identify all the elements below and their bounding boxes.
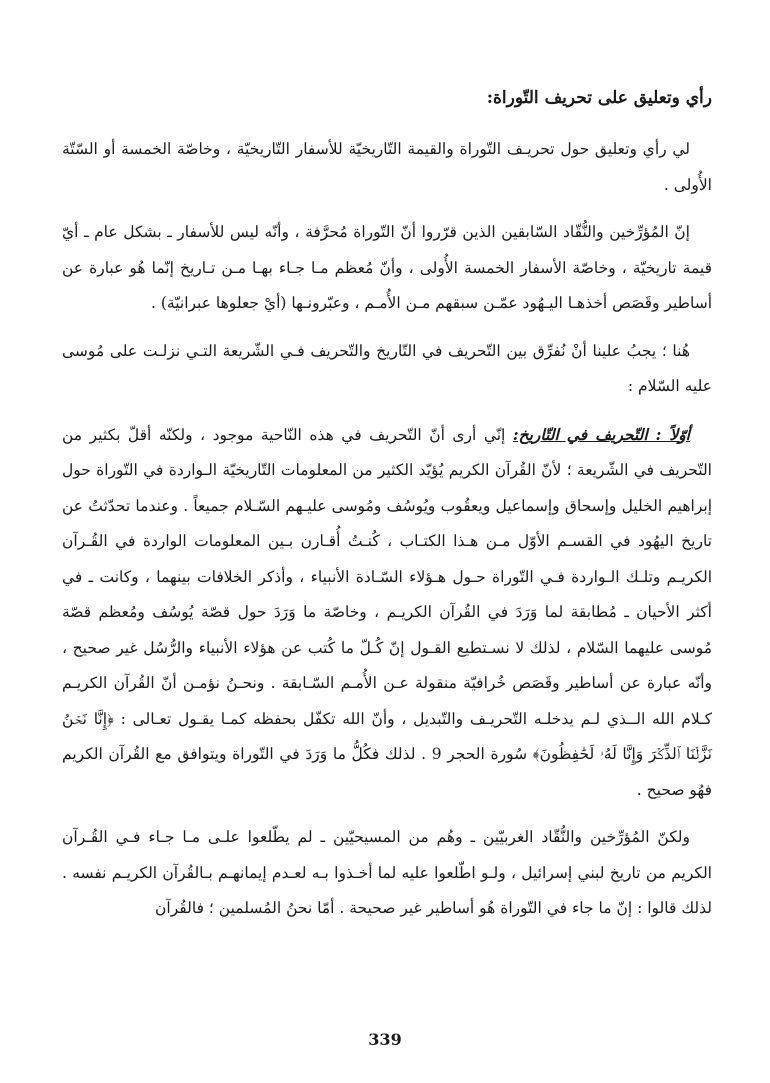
paragraph-4-body: إنّي أرى أنّ التّحريف في هذه النّاحية موجود ، ولكنّه أقلّ بكثير من التّحريف في الشّريعة ؛ لأنّ القُرآن الكريم يُؤيّد الكثير من المعلومات التّاريخيّة الـواردة في التّوراة حول إبراهيم الخليل وإسحاق وإسماعيل ويعقُوب ويُوسُف ومُوسى عليـهم السّـلام جميعاً . وعندما تحدّثتُ عن تاريخ اليهُود في القسـم الأوّل مـن هـذا الكتـاب ، كُنـتُ أُقـارن بـين المعلومات الواردة في القُـرآن الكريـم وتلـك الـواردة فـي التّوراة حـول هـؤلاء السّـادة الأنبياء ، وأذكر الخلافات بينهما ، وكانت ـ في أكثر الأحيان ـ مُطابقة لما وَرَدَ في القُرآن الكريـم ، وخاصّة ما وَرَدَ حول قصّة يُوسُف ومُعظم قصّة مُوسى عليهما السّلام ، لذلك لا نسـتطيع القـول إنّ كُـلّ ما كُتب عن هؤلاء الأنبياء والرُّسُل غير صحيح ، وأنّه عبارة عن أساطير وقَصَص خُرافيّة منقولة عـن الأُمـم السّـابقة . ونحـنُ نؤمـن أنّ القُرآن الكريـم كـلام الله الــذي لـم يدخلـه التّحريـف والتّبديل ، وأنّ الله تكفّل بحفظه كمـا يقـول تعـالى : ﴿إِنَّا نَحۡنُ نَزَّلۡنَا ٱلذِّكۡرَ وَإِنَّا لَهُۥ لَحَٰفِظُونَ﴾ سُورة الحجر 9 . لذلك فكُلُّ ما وَرَدَ في التّوراة ويتوافق مع القُرآن الكريم فهُو صحيح . bbox=[62, 425, 712, 799]
page-number: 339 bbox=[368, 1030, 402, 1049]
paragraph-2: إنّ المُؤرِّخين والنُّقّاد السّابقين الذين قرّروا أنّ التّوراة مُحرَّفة ، وأنّه ليس للأسفار ـ بشكل عام ـ أيّ قيمة تاريخيّة ، وخاصّة الأسفار الخمسة الأُولى ، وأنّ مُعظم مـا جـاء بهـا مـن تـاريخ إنّما هُو عبارة عن أساطير وقَصَص أخذهـا اليـهُود عمّـن سبقهم مـن الأُمـم ، وعبّرونـها (أيْ جعلوها عبرانيّة) . bbox=[62, 223, 712, 312]
paragraph-3: هُنا ؛ يجبُ علينا أنْ نُفرِّق بين التّحريف في التّاريخ والتّحريف فـي الشّريعة التـي نزلـت على مُوسى عليه السّلام : bbox=[62, 341, 712, 395]
paragraph-5: ولكنّ المُؤرِّخين والنُّقّاد الغربيّين ـ وهُم من المسيحيّين ـ لم يطّلعوا علـى مـا جـاء فـي القُـرآن الكريم من تاريخ لبني إسرائيل ، ولـو اطّلعوا عليه لما أخـذوا بـه لعـدم إيمانهـم بـالقُرآن الكريـم نفسه . لذلك قالوا : إنّ ما جاء في التّوراة هُو أساطير غير صحيحة . أمّا نحنُ المُسلمين ؛ فالقُرآن bbox=[62, 828, 712, 917]
page-body bbox=[62, 84, 712, 939]
section-heading: رأي وتعليق على تحريف التّوراة: bbox=[486, 88, 712, 108]
paragraph-4 bbox=[62, 417, 712, 809]
paragraph-1: لي رأي وتعليق حول تحريـف التّوراة والقيمة التّاريخيّة للأسفار التّاريخيّة ، وخاصّة الخمسة أو السّتّة الأُولى . bbox=[62, 140, 712, 194]
subheading-history-distortion: أوّلاً : التّحريف في التّاريخ: bbox=[512, 424, 690, 444]
